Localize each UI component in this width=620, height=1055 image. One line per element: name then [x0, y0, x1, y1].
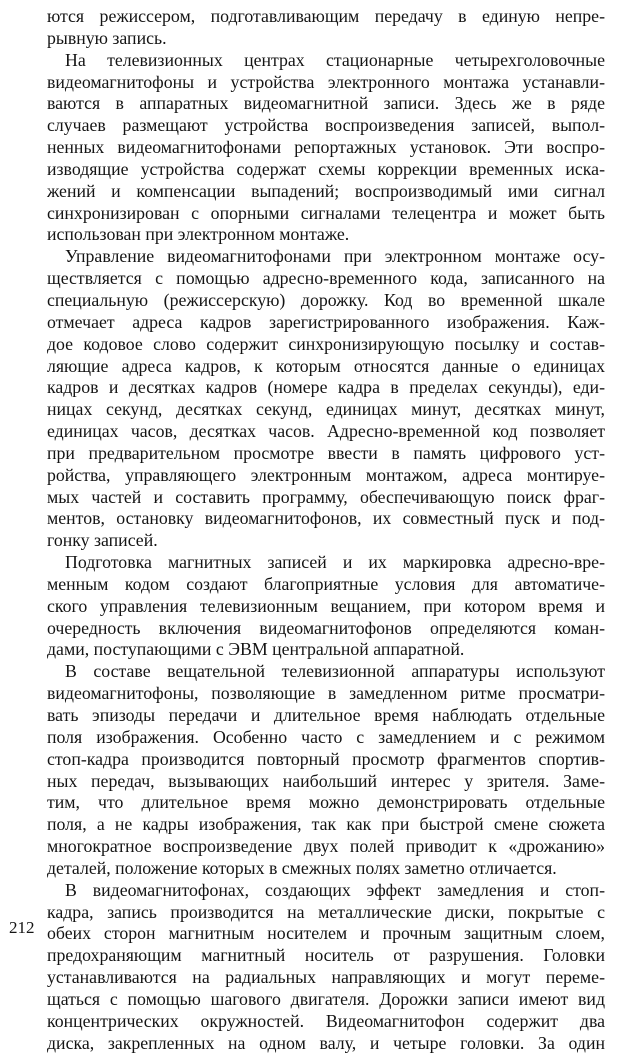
text-line: ненных видеомагнитофонами репортажных установок. Эти воспро- [47, 137, 605, 158]
text-line: ницах секунд, десятках секунд, единицах минут, десятках минут, [47, 399, 605, 420]
text-line: очередность включения видеомагнитофонов определяются коман- [47, 617, 605, 638]
text-line: отмечает адреса кадров зарегистрированного изображения. Каж- [47, 311, 605, 332]
text-line: диска, закрепленных на одном валу, и четыре головки. За один [47, 1032, 605, 1053]
text-line: ных передач, вызывающих наибольший интерес у зрителя. Заме- [47, 770, 605, 791]
text-line: при предварительном просмотре ввести в память цифрового уст- [47, 442, 605, 463]
text-line: ваются в аппаратных видеомагнитной записи. Здесь же в ряде [47, 93, 605, 114]
text-line: единицах часов, десятках часов. Адресно-временной код позволяет [47, 421, 605, 442]
text-line: деталей, положение которых в смежных полях заметно отличается. [47, 857, 557, 878]
text-line: мых частей и составить программу, обеспечивающую поиск фраг- [47, 486, 605, 507]
text-line: гонку записей. [47, 530, 158, 551]
text-line: вать эпизоды передачи и длительное время наблюдать отдельные [47, 705, 605, 725]
text-line: дое кодовое слово содержит синхронизирующую посылку и состав- [47, 333, 605, 354]
text-line: ществляется с помощью адресно-временного кода, записанного на [47, 268, 605, 289]
text-line: поля изображения. Особенно часто с замедлением и с режимом [47, 726, 605, 747]
text-line: случаев размещают устройства воспроизведения записей, выпол- [47, 115, 605, 136]
text-line: обеих сторон магнитным носителем и прочным защитным слоем, [47, 923, 605, 944]
text-line: кадров и десятках кадров (номере кадра в пределах секунды), еди- [47, 377, 605, 398]
text-line: концентрических окружностей. Видеомагнитофон содержит два [47, 1010, 605, 1031]
text-line: изводящие устройства содержат схемы коррекции временных иска- [47, 158, 605, 179]
text-line: тим, что длительное время можно демонстрировать отдельные [47, 792, 605, 813]
body-text [47, 6, 605, 1055]
text-line: дами, поступающими с ЭВМ центральной аппаратной. [47, 639, 465, 660]
page-number: 212 [9, 918, 35, 937]
text-line: жений и компенсации выпадений; воспроизводимый ими сигнал [47, 180, 605, 201]
text-line: устанавливаются на радиальных направляющих и могут переме- [47, 967, 605, 988]
text-line: щаться с помощью шагового двигателя. Дорожки записи имеют вид [47, 988, 605, 1009]
text-line: Управление видеомагнитофонами при электронном монтаже осу- [65, 246, 605, 267]
text-line: видеомагнитофоны, позволяющие в замедленном ритме просматри- [47, 683, 605, 704]
text-line: Подготовка магнитных записей и их маркировка адресно-вре- [65, 552, 605, 573]
text-line: ройства, управляющего электронным монтажом, адреса монтируе- [47, 464, 605, 485]
text-line: синхронизирован с опорными сигналами телецентра и может быть [47, 202, 605, 223]
text-line: В видеомагнитофонах, создающих эффект замедления и стоп- [65, 879, 605, 900]
text-line: ются режиссером, подготавливающим передачу в единую непре- [47, 6, 605, 26]
text-line: видеомагнитофоны и устройства электронного монтажа устанавли- [47, 71, 605, 92]
text-line: использован при электронном монтаже. [47, 224, 350, 245]
text-line: ментов, остановку видеомагнитофонов, их совместный пуск и под- [47, 508, 605, 529]
text-line: стоп-кадра производится повторный просмотр фрагментов спортив- [47, 748, 605, 769]
text-line: предохраняющим магнитный носитель от разрушения. Головки [47, 945, 605, 966]
text-line: ляющие адреса кадров, к которым относятся данные о единицах [47, 355, 605, 376]
text-line: поля, а не кадры изображения, так как при быстрой смене сюжета [47, 814, 605, 835]
text-line: рывную запись. [47, 27, 167, 48]
text-line: специальную (режиссерскую) дорожку. Код во временной шкале [47, 289, 605, 310]
text-line: многократное воспроизведение двух полей приводит к «дрожанию» [47, 836, 605, 857]
text-line: ского управления телевизионным вещанием, при котором время и [47, 595, 605, 616]
text-line: кадра, запись производится на металлические диски, покрытые с [47, 901, 605, 922]
text-line: В составе вещательной телевизионной аппаратуры используют [65, 661, 605, 682]
text-line: На телевизионных центрах стационарные четырехголовочные [65, 49, 605, 70]
text-line: менным кодом создают благоприятные условия для автоматиче- [47, 573, 605, 594]
